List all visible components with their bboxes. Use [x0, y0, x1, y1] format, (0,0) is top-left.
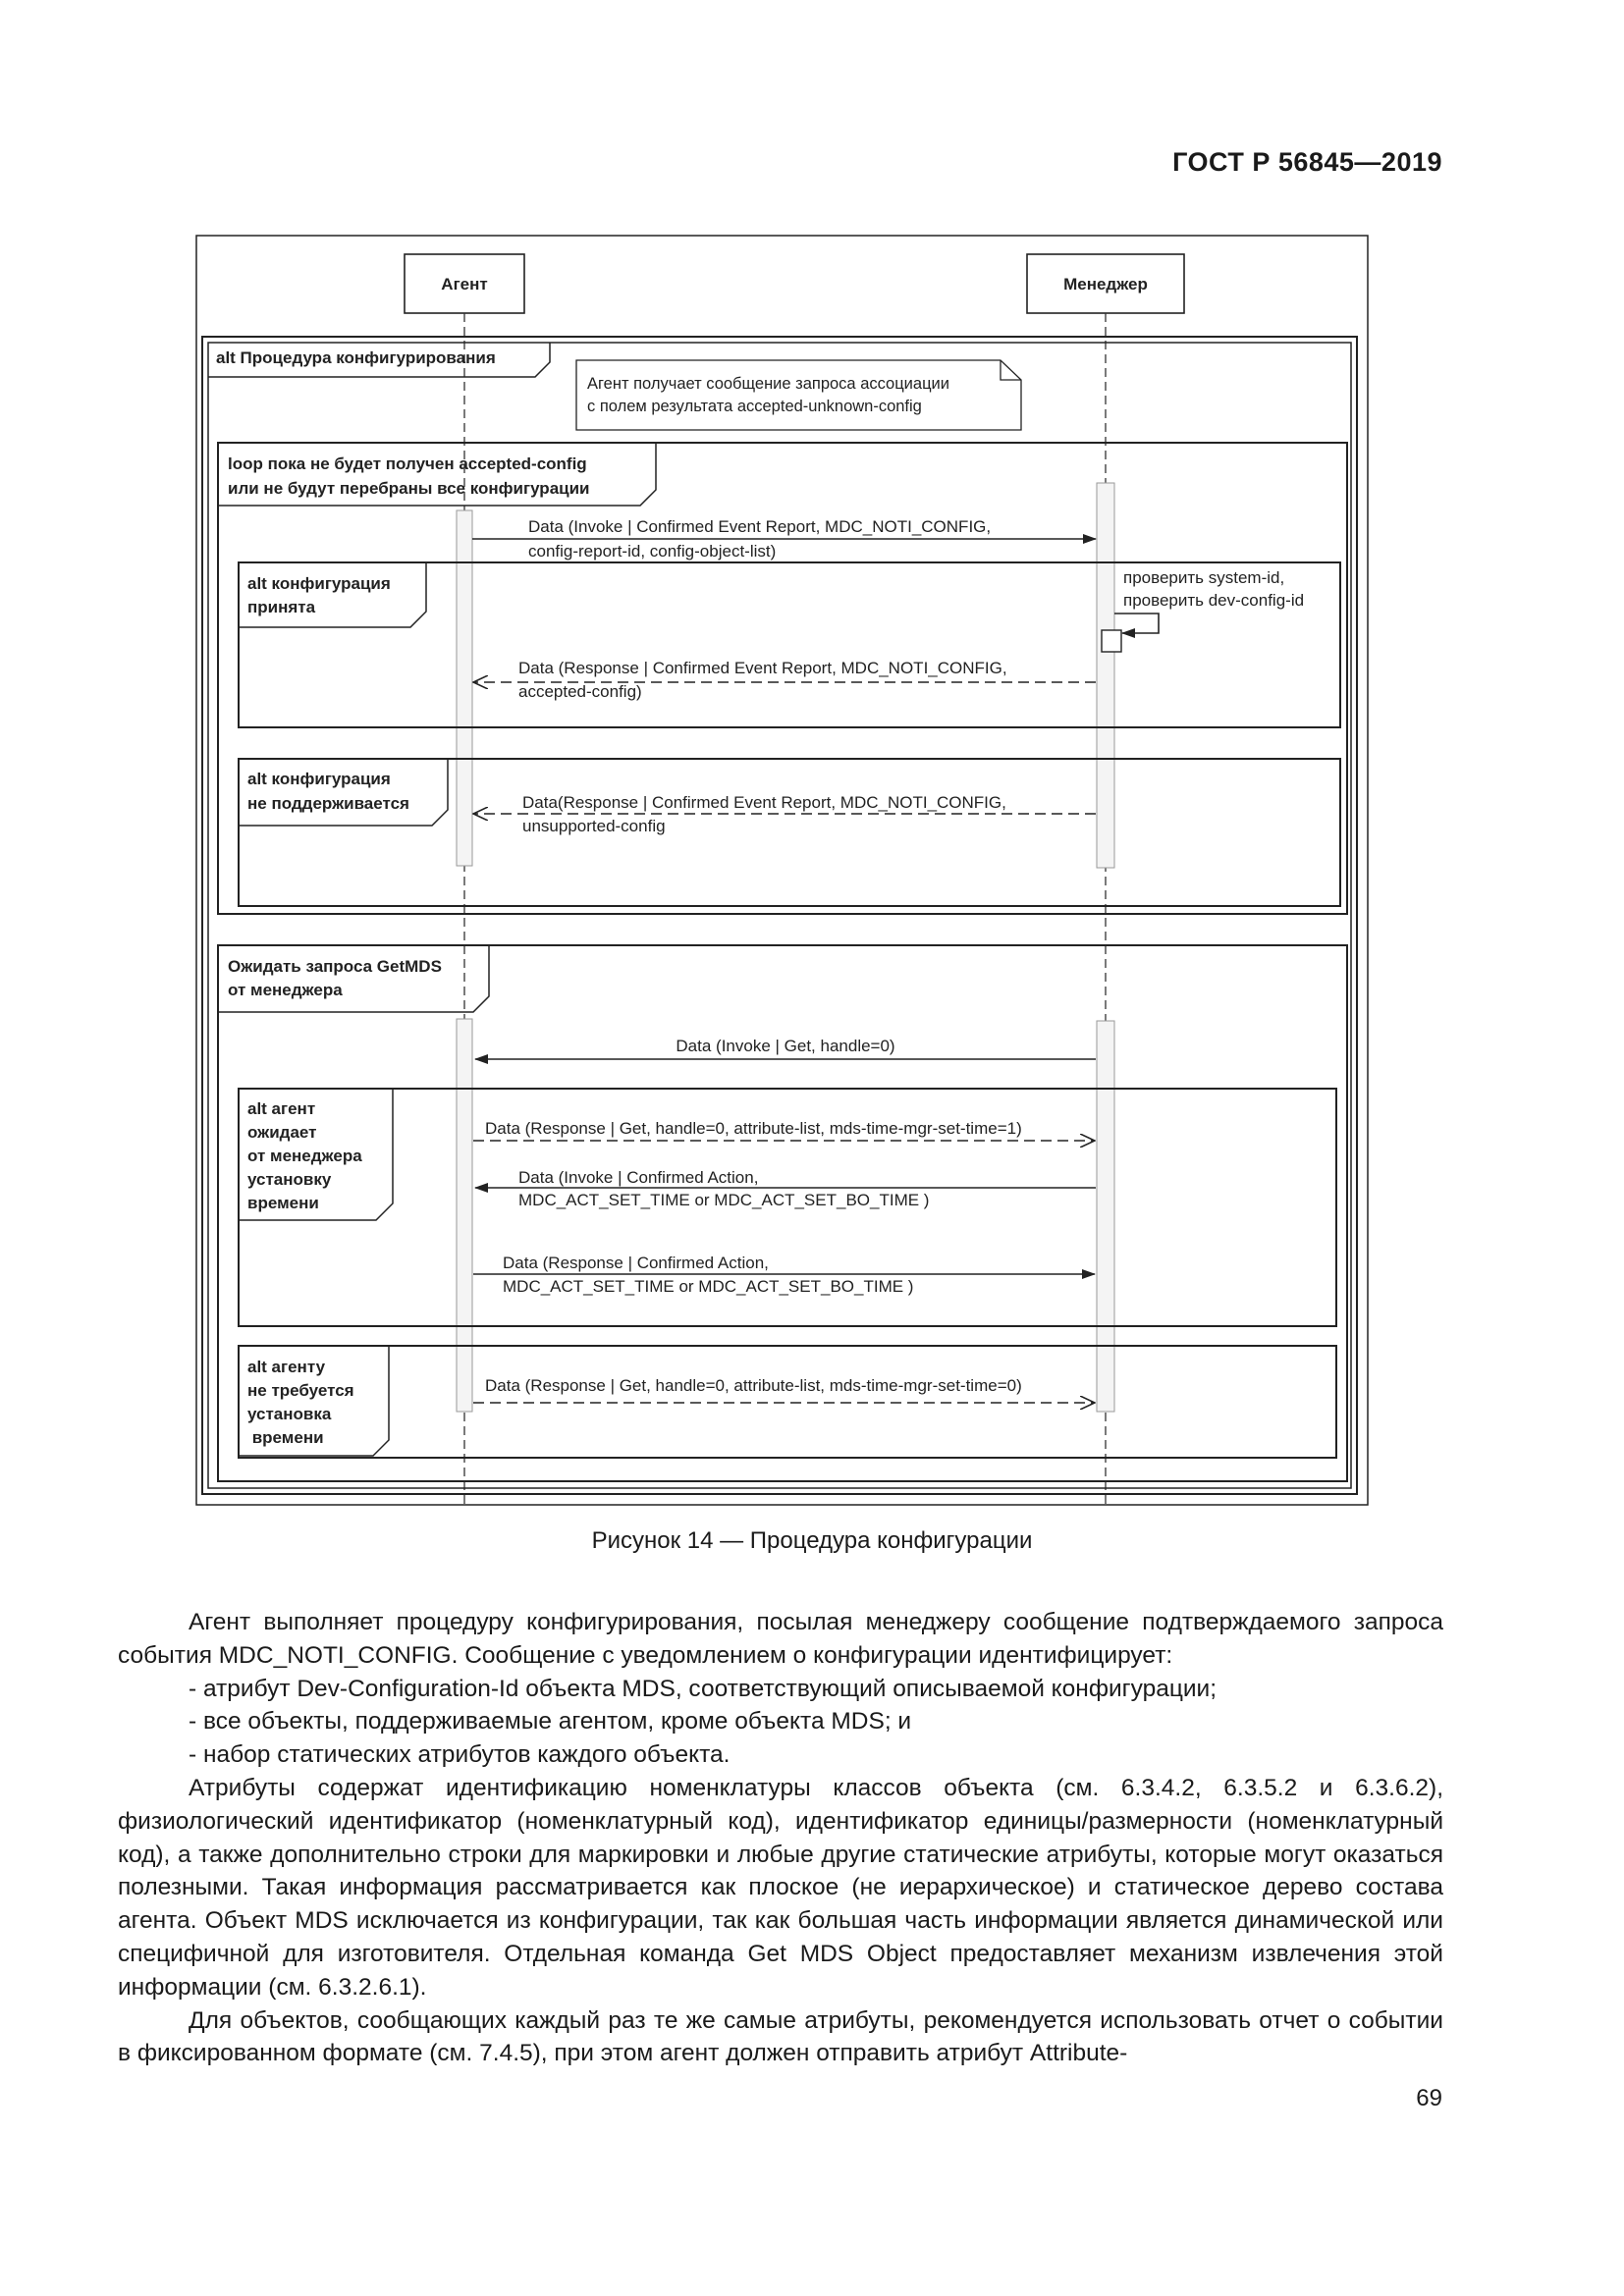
msg-response-accepted-line-2: accepted-config): [518, 682, 642, 701]
list-item-1: - атрибут Dev-Configuration-Id объекта MDS, соответствующий описываемой конфигурации;: [189, 1675, 1218, 1702]
alt-no-time-line-1: alt агенту: [247, 1358, 326, 1376]
alt-accepted-line-1: alt конфигурация: [247, 574, 391, 593]
note-line-1: Агент получает сообщение запроса ассоциации: [587, 375, 949, 393]
loop-frame: [218, 443, 1347, 914]
msg-response-unsupported-line-2: unsupported-config: [522, 817, 666, 835]
wait-getmds-tab: [218, 945, 489, 1012]
association-note: [576, 360, 1021, 430]
note-line-2: с полем результата accepted-unknown-config: [587, 398, 922, 415]
msg-invoke-config-line-2: config-report-id, config-object-list): [528, 542, 777, 561]
alt-unsupported-line-1: alt конфигурация: [247, 770, 391, 788]
self-activation: [1102, 630, 1121, 652]
check-line-1: проверить system-id,: [1123, 568, 1285, 587]
agent-activation: [457, 510, 472, 866]
manager-activation: [1097, 483, 1114, 868]
msg-invoke-action-line-2: MDC_ACT_SET_TIME or MDC_ACT_SET_BO_TIME ): [518, 1191, 930, 1209]
alt-wait-time-line-3: от менеджера: [247, 1147, 362, 1165]
list-item-2: - все объекты, поддерживаемые агентом, кроме объекта MDS; и: [189, 1708, 912, 1735]
alt-wait-time-line-5: времени: [247, 1194, 319, 1212]
wait-getmds-line-2: от менеджера: [228, 981, 343, 999]
alt-no-time-line-2: не требуется: [247, 1381, 354, 1400]
msg-invoke-action-line-1: Data (Invoke | Confirmed Action,: [518, 1168, 759, 1187]
msg-resp-action-line-1: Data (Response | Confirmed Action,: [503, 1254, 769, 1272]
paragraph-1: Агент выполняет процедуру конфигурирования, посылая менеджеру сообщение подтверждаемого запроса события MDC_NOTI_CONFIG. Сообщение с уведомлением о конфигурации идентифицирует:: [118, 1609, 1443, 1669]
msg-resp-get-1-label: Data (Response | Get, handle=0, attribute-list, mds-time-mgr-set-time=1): [485, 1119, 1022, 1138]
msg-response-accepted-line-1: Data (Response | Confirmed Event Report, MDC_NOTI_CONFIG,: [518, 659, 1007, 677]
paragraph-2: Атрибуты содержат идентификацию номенклатуры классов объекта (см. 6.3.4.2, 6.3.5.2 и 6.3.6.2), физиологический идентификатор (номенклатурный код), идентификатор единицы/размерности (номенклатурный код), а также дополнительно строки для маркировки и любые другие статические атрибуты, которые могут оказаться полезными. Такая информация рассматривается как плоское (не иерархическое) и статическое дерево состава агента. Объект MDS исключается из конфигурации, так как большая часть информации является динамической или специфичной для изготовителя. Отдельная команда Get MDS Object предоставляет механизм извлечения этой информации (см. 6.3.2.6.1).: [118, 1774, 1443, 2001]
alt-accepted-line-2: принята: [247, 598, 316, 616]
msg-response-unsupported-line-1: Data(Response | Confirmed Event Report, MDC_NOTI_CONFIG,: [522, 793, 1006, 812]
list-item-3: - набор статических атрибутов каждого объекта.: [189, 1741, 731, 1769]
alt-accepted-tab: [239, 562, 426, 627]
body-text: [118, 1606, 1443, 2070]
manager-label: Менеджер: [1063, 275, 1148, 294]
loop-label-line-2: или не будут перебраны все конфигурации: [228, 479, 590, 498]
alt-procedure-frame: [202, 337, 1357, 1494]
page-number: 69: [1416, 2085, 1442, 2111]
msg-resp-action-line-2: MDC_ACT_SET_TIME or MDC_ACT_SET_BO_TIME ): [503, 1277, 914, 1296]
alt-unsupported-frame: [239, 759, 1340, 906]
paragraph-3: Для объектов, сообщающих каждый раз те же самые атрибуты, рекомендуется использовать отчет о событии в фиксированном формате (см. 7.4.5), при этом агент должен отправить атрибут Attribute-: [118, 2006, 1443, 2067]
check-line-2: проверить dev-config-id: [1123, 591, 1305, 610]
alt-wait-time-line-4: установку: [247, 1170, 332, 1189]
wait-getmds-line-1: Ожидать запроса GetMDS: [228, 957, 442, 976]
msg-resp-get-0-label: Data (Response | Get, handle=0, attribute-list, mds-time-mgr-set-time=0): [485, 1376, 1022, 1395]
wait-getmds-frame: [218, 945, 1347, 1481]
manager-activation-2: [1097, 1021, 1114, 1412]
loop-label-line-1: loop пока не будет получен accepted-config: [228, 454, 587, 473]
agent-activation-2: [457, 1019, 472, 1412]
msg-get-label: Data (Invoke | Get, handle=0): [676, 1037, 895, 1055]
document-header: ГОСТ Р 56845—2019: [1172, 147, 1442, 177]
alt-procedure-label: alt Процедура конфигурирования: [216, 348, 496, 367]
agent-label: Агент: [441, 275, 488, 294]
alt-no-time-line-3: установка: [247, 1405, 332, 1423]
alt-no-time-frame: [239, 1346, 1336, 1458]
alt-wait-time-line-2: ожидает: [247, 1123, 317, 1142]
msg-invoke-config-line-1: Data (Invoke | Confirmed Event Report, MDC_NOTI_CONFIG,: [528, 517, 992, 536]
alt-no-time-line-4: времени: [247, 1428, 324, 1447]
alt-wait-time-line-1: alt агент: [247, 1099, 316, 1118]
alt-accepted-frame: [239, 562, 1340, 727]
figure-caption: Рисунок 14 — Процедура конфигурации: [591, 1527, 1033, 1554]
alt-unsupported-line-2: не поддерживается: [247, 794, 409, 813]
